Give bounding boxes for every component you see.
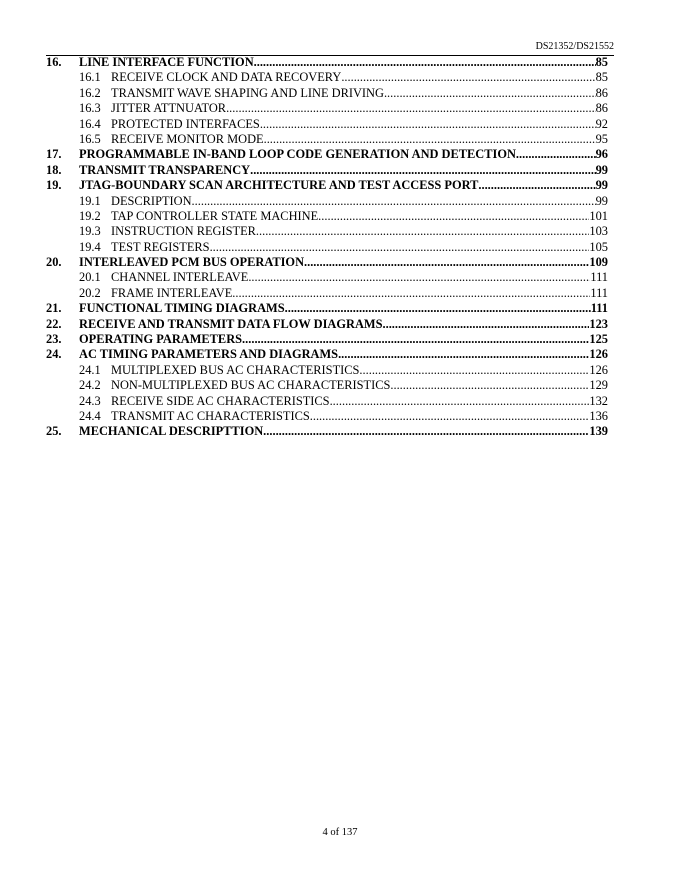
toc-entry-number: 19.4	[79, 239, 101, 254]
toc-entry-number: 19.3	[79, 224, 101, 239]
toc-dot-leader	[310, 409, 590, 424]
toc-dot-leader	[341, 70, 595, 85]
toc-entry-page: 99	[595, 178, 608, 193]
toc-entry-title: RECEIVE SIDE AC CHARACTERISTICS	[111, 393, 330, 408]
toc-dot-leader	[232, 286, 590, 301]
toc-entry-number: 20.2	[79, 285, 101, 300]
toc-entry-page: 111	[590, 270, 608, 285]
toc-entry-page: 132	[589, 393, 608, 408]
toc-entry-number: 24.4	[79, 408, 101, 423]
toc-entry-title: TEST REGISTERS	[111, 239, 210, 254]
toc-entry-title: MULTIPLEXED BUS AC CHARACTERISTICS	[111, 362, 360, 377]
toc-entry-number: 23.	[46, 332, 62, 347]
toc-entry-number: 24.	[46, 347, 62, 362]
toc-entry-number: 19.2	[79, 208, 101, 223]
toc-entry-number: 16.	[46, 55, 62, 69]
toc-dot-leader	[285, 301, 591, 316]
document-id-header: DS21352/DS21552	[535, 41, 614, 52]
toc-entry[interactable]	[46, 317, 608, 332]
toc-dot-leader	[304, 255, 589, 270]
table-of-contents	[46, 55, 608, 440]
toc-entry-title: INTERLEAVED PCM BUS OPERATION	[79, 255, 305, 270]
toc-entry-page: 126	[589, 347, 608, 362]
toc-entry-title: TRANSMIT TRANSPARENCY	[79, 162, 251, 177]
toc-entry[interactable]	[46, 224, 608, 239]
toc-entry-title: AC TIMING PARAMETERS AND DIAGRAMS	[79, 347, 339, 362]
toc-dot-leader	[250, 163, 596, 178]
toc-entry-title: TRANSMIT AC CHARACTERISTICS	[111, 408, 310, 423]
toc-entry-number: 24.3	[79, 393, 101, 408]
toc-dot-leader	[264, 132, 596, 147]
toc-entry-page: 123	[589, 316, 608, 331]
toc-entry-number: 19.	[46, 178, 62, 193]
toc-entry-page: 86	[595, 101, 608, 116]
toc-entry-number: 20.	[46, 255, 62, 270]
toc-entry-page: 126	[589, 362, 608, 377]
toc-entry-number: 16.5	[79, 131, 101, 146]
toc-entry-number: 24.2	[79, 378, 101, 393]
toc-entry[interactable]	[46, 255, 608, 270]
toc-entry-number: 20.1	[79, 270, 101, 285]
toc-entry-title: FUNCTIONAL TIMING DIAGRAMS	[79, 301, 285, 316]
toc-entry-page: 85	[595, 70, 608, 85]
toc-entry-page: 85	[595, 55, 608, 69]
toc-entry[interactable]	[46, 70, 608, 85]
toc-entry[interactable]	[46, 409, 608, 424]
toc-dot-leader	[242, 332, 589, 347]
toc-entry-title: PROGRAMMABLE IN-BAND LOOP CODE GENERATION AND DETECTION	[79, 147, 516, 162]
toc-entry[interactable]	[46, 363, 608, 378]
toc-entry-title: JTAG-BOUNDARY SCAN ARCHITECTURE AND TEST ACCESS PORT	[79, 178, 479, 193]
toc-entry-page: 111	[590, 285, 608, 300]
toc-dot-leader	[254, 55, 596, 70]
toc-entry-number: 19.1	[79, 193, 101, 208]
toc-entry-page: 129	[589, 378, 608, 393]
toc-entry-title: MECHANICAL DESCRIPTTION	[79, 424, 264, 439]
toc-entry-title: CHANNEL INTERLEAVE	[111, 270, 249, 285]
toc-entry[interactable]	[46, 163, 608, 178]
toc-entry[interactable]	[46, 301, 608, 316]
toc-entry-title: TAP CONTROLLER STATE MACHINE	[111, 208, 319, 223]
toc-entry-page: 111	[590, 301, 608, 316]
toc-entry-page: 101	[589, 208, 608, 223]
toc-entry-title: RECEIVE CLOCK AND DATA RECOVERY	[111, 70, 342, 85]
toc-entry-number: 25.	[46, 424, 62, 439]
toc-entry-title: RECEIVE MONITOR MODE	[111, 131, 264, 146]
toc-dot-leader	[516, 147, 596, 162]
toc-dot-leader	[383, 317, 590, 332]
toc-entry-title: JITTER ATTNUATOR	[111, 101, 227, 116]
toc-entry[interactable]	[46, 132, 608, 147]
toc-entry[interactable]	[46, 240, 608, 255]
toc-entry-number: 16.2	[79, 85, 101, 100]
toc-entry[interactable]	[46, 286, 608, 301]
toc-entry-title: FRAME INTERLEAVE	[111, 285, 233, 300]
toc-dot-leader	[338, 347, 589, 362]
toc-entry[interactable]	[46, 347, 608, 362]
toc-entry-title: RECEIVE AND TRANSMIT DATA FLOW DIAGRAMS	[79, 316, 383, 331]
toc-dot-leader	[318, 209, 589, 224]
toc-dot-leader	[210, 240, 590, 255]
toc-entry-number: 18.	[46, 162, 62, 177]
toc-entry-number: 24.1	[79, 362, 101, 377]
toc-entry[interactable]	[46, 424, 608, 439]
toc-entry[interactable]	[46, 147, 608, 162]
toc-entry-number: 16.3	[79, 101, 101, 116]
toc-dot-leader	[390, 378, 589, 393]
toc-entry[interactable]	[46, 209, 608, 224]
toc-dot-leader	[192, 194, 596, 209]
toc-entry[interactable]	[46, 378, 608, 393]
toc-dot-leader	[384, 86, 596, 101]
toc-entry-page: 109	[589, 255, 608, 270]
toc-entry-page: 99	[595, 193, 608, 208]
toc-entry[interactable]	[46, 55, 608, 70]
toc-entry-page: 96	[595, 147, 608, 162]
toc-entry-title: DESCRIPTION	[111, 193, 192, 208]
page-number-footer: 4 of 137	[322, 827, 358, 838]
toc-entry-page: 99	[595, 162, 608, 177]
toc-dot-leader	[260, 117, 596, 132]
toc-dot-leader	[248, 270, 590, 285]
toc-entry-title: INSTRUCTION REGISTER	[111, 224, 256, 239]
toc-entry[interactable]	[46, 270, 608, 285]
toc-entry[interactable]	[46, 178, 608, 193]
toc-entry-page: 86	[595, 85, 608, 100]
toc-entry-number: 16.1	[79, 70, 101, 85]
toc-entry-number: 22.	[46, 316, 62, 331]
toc-entry-page: 92	[595, 116, 608, 131]
toc-entry-page: 136	[589, 408, 608, 423]
toc-entry-title: NON-MULTIPLEXED BUS AC CHARACTERISTICS	[111, 378, 391, 393]
toc-entry-title: OPERATING PARAMETERS	[79, 332, 243, 347]
toc-entry-page: 105	[589, 239, 608, 254]
toc-dot-leader	[330, 394, 590, 409]
toc-dot-leader	[478, 178, 595, 193]
toc-entry-number: 21.	[46, 301, 62, 316]
toc-entry-title: PROTECTED INTERFACES	[111, 116, 260, 131]
toc-entry-page: 139	[589, 424, 608, 439]
toc-entry-title: TRANSMIT WAVE SHAPING AND LINE DRIVING	[111, 85, 384, 100]
toc-dot-leader	[263, 424, 589, 439]
toc-entry[interactable]	[46, 394, 608, 409]
toc-entry-page: 95	[595, 131, 608, 146]
toc-entry-page: 103	[589, 224, 608, 239]
toc-entry[interactable]	[46, 86, 608, 101]
toc-entry[interactable]	[46, 101, 608, 116]
toc-entry[interactable]	[46, 332, 608, 347]
toc-entry[interactable]	[46, 117, 608, 132]
toc-dot-leader	[256, 224, 590, 239]
toc-dot-leader	[226, 101, 596, 116]
toc-entry-number: 16.4	[79, 116, 101, 131]
toc-entry[interactable]	[46, 194, 608, 209]
toc-entry-title: LINE INTERFACE FUNCTION	[79, 55, 254, 69]
toc-entry-page: 125	[589, 332, 608, 347]
toc-dot-leader	[359, 363, 589, 378]
toc-entry-number: 17.	[46, 147, 62, 162]
